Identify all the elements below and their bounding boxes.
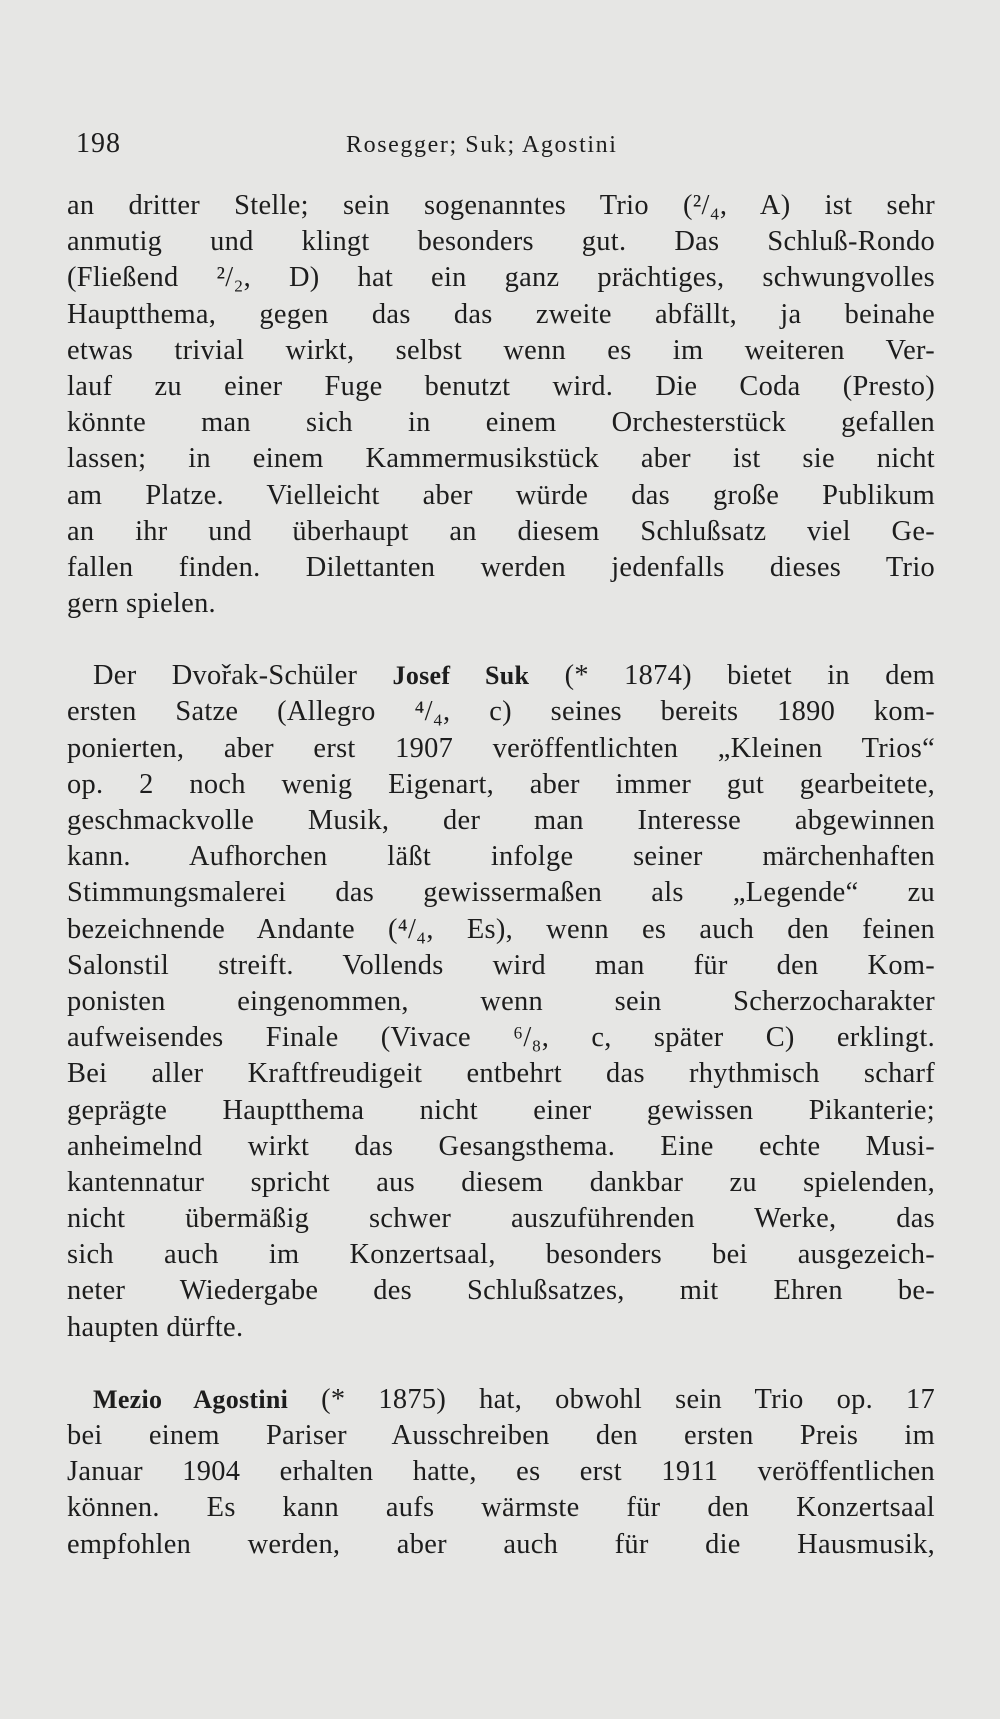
text-line: ersten Satze (Allegro ⁴/₄, c) seines bereits 1890 kom- [67, 696, 935, 728]
paragraph-3 [67, 1382, 935, 1563]
body-text [67, 188, 935, 1563]
text-line: bei einem Pariser Ausschreiben den ersten Preis im [67, 1420, 935, 1451]
text-segment: (* 1875) hat, obwohl sein Trio op. 17 [288, 1383, 935, 1415]
text-line: sich auch im Konzertsaal, besonders bei ausgezeich- [67, 1239, 935, 1271]
text-line: nicht übermäßig schwer auszuführenden Werke, das [67, 1203, 935, 1235]
composer-name: Mezio Agostini [93, 1384, 289, 1414]
text-line: kantennatur spricht aus diesem dankbar zu spielenden, [67, 1166, 935, 1198]
paragraph-1 [67, 188, 935, 622]
page-number: 198 [76, 128, 121, 159]
paragraph-gap [67, 1346, 935, 1382]
text-line: können. Es kann aufs wärmste für den Konzertsaal [67, 1492, 935, 1524]
text-line: etwas trivial wirkt, selbst wenn es im weiteren Ver- [67, 334, 935, 366]
text-line: haupten dürfte. [67, 1311, 244, 1343]
text-line: anheimelnd wirkt das Gesangsthema. Eine echte Musi- [67, 1130, 935, 1162]
text-line: geschmackvolle Musik, der man Interesse abgewinnen [67, 805, 935, 836]
text-line: anmutig und klingt besonders gut. Das Schluß-Rondo [67, 226, 935, 258]
text-line: an ihr und überhaupt an diesem Schlußsatz viel Ge- [67, 515, 935, 547]
text-segment: Der Dvořak-Schüler [93, 660, 393, 692]
text-line: empfohlen werden, aber auch für die Hausmusik, [67, 1528, 935, 1560]
text-line: Januar 1904 erhalten hatte, es erst 1911 veröffentlichen [67, 1456, 935, 1488]
text-segment: (* 1874) bietet in dem [529, 660, 935, 692]
text-line: könnte man sich in einem Orchesterstück gefallen [67, 407, 935, 439]
text-line: fallen finden. Dilettanten werden jedenfalls dieses Trio [67, 551, 935, 583]
text-line: an dritter Stelle; sein sogenanntes Trio (²/₄, A) ist sehr [67, 190, 935, 221]
text-line: (Fließend ²/₂, D) hat ein ganz prächtiges, schwungvolles [67, 262, 935, 294]
text-line: Salonstil streift. Vollends wird man für den Kom- [67, 949, 935, 981]
text-line: geprägte Hauptthema nicht einer gewissen Pikanterie; [67, 1094, 935, 1126]
text-line: gern spielen. [67, 588, 216, 620]
text-line: lauf zu einer Fuge benutzt wird. Die Coda (Presto) [67, 370, 935, 402]
text-line: kann. Aufhorchen läßt infolge seiner märchenhaften [67, 841, 935, 873]
text-line: bezeichnende Andante (⁴/₄, Es), wenn es auch den feinen [67, 913, 935, 945]
text-line: Bei aller Kraftfreudigeit entbehrt das rhythmisch scharf [67, 1058, 935, 1090]
paragraph-gap [67, 622, 935, 658]
running-head: Rosegger; Suk; Agostini [346, 132, 618, 158]
text-line: lassen; in einem Kammermusikstück aber ist sie nicht [67, 443, 935, 475]
text-line: ponisten eingenommen, wenn sein Scherzocharakter [67, 985, 935, 1017]
text-line [67, 658, 935, 694]
text-line: op. 2 noch wenig Eigenart, aber immer gut gearbeitete, [67, 768, 935, 800]
page-header [76, 128, 936, 168]
text-line: Stimmungsmalerei das gewissermaßen als „Legende“ zu [67, 877, 935, 909]
composer-name: Josef Suk [392, 661, 530, 691]
text-line [67, 1382, 935, 1418]
text-line: ponierten, aber erst 1907 veröffentlichten „Kleinen Trios“ [67, 732, 935, 764]
text-line: aufweisendes Finale (Vivace ⁶/₈, c, später C) erklingt. [67, 1022, 935, 1054]
text-line: am Platze. Vielleicht aber würde das große Publikum [67, 479, 935, 511]
text-line: Hauptthema, gegen das das zweite abfällt, ja beinahe [67, 298, 935, 330]
text-line: neter Wiedergabe des Schlußsatzes, mit Ehren be- [67, 1275, 935, 1307]
paragraph-2 [67, 658, 935, 1346]
